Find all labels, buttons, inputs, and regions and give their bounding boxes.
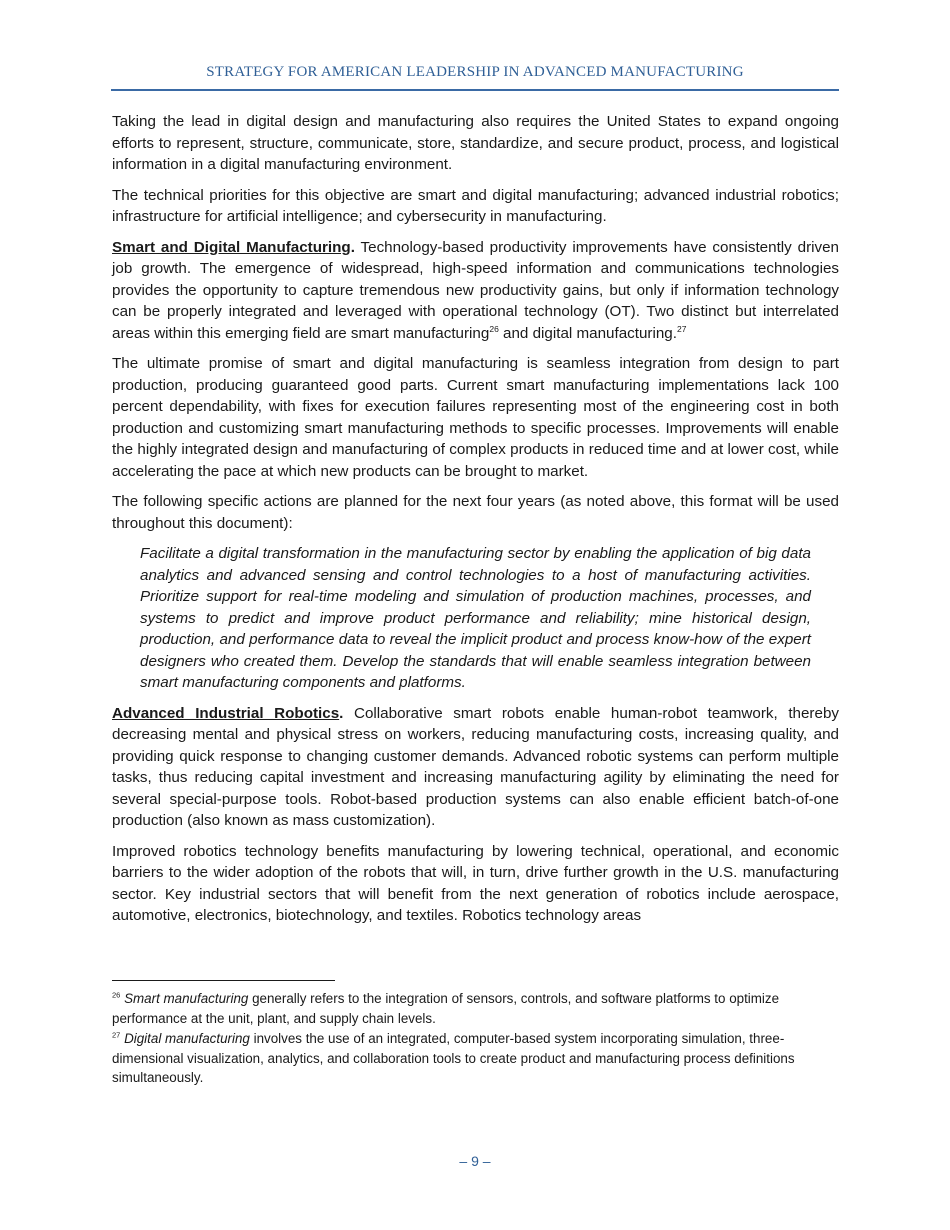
footnote-text: involves the use of an integrated, computer-based system incorporating simulation, three-dimensional visualization, analytics, and collaboration tools to create product and manufacturing process definitions simultaneously. <box>112 1031 795 1085</box>
footnote-text: generally refers to the integration of sensors, controls, and software platforms to optimize performance at the unit, plant, and supply chain levels. <box>112 991 780 1026</box>
paragraph-planned-actions: The following specific actions are planned for the next four years (as noted above, this format will be used throughout this document): <box>112 493 839 532</box>
running-header: STRATEGY FOR AMERICAN LEADERSHIP IN ADVANCED MANUFACTURING <box>206 64 744 80</box>
heading-period: . <box>339 704 344 722</box>
body-text <box>112 111 839 936</box>
heading-period: . <box>350 238 355 256</box>
paragraph-advanced-industrial-robotics <box>112 703 839 832</box>
footnote-term: Smart manufacturing <box>124 991 249 1006</box>
paragraph-digital-design: Taking the lead in digital design and manufacturing also requires the United States to expand ongoing efforts to represent, structure, communicate, store, standardize, and secure product, process, and logistical information in a digital manufacturing environment. <box>112 113 839 173</box>
header-divider <box>111 89 839 91</box>
section-heading-smart-digital-manufacturing: Smart and Digital Manufacturing <box>112 238 351 256</box>
paragraph-text: Technology-based productivity improvements have consistently driven job growth. The emergence of widespread, high-speed information and communications technologies provides the opportunity to capture tremendous new productivity gains, but only if information technology can be properly integrated and leveraged with operational technology (OT). Two distinct but interrelated areas within this emerging field are smart manufacturing <box>112 238 839 342</box>
footnote-26 <box>112 989 839 1028</box>
footnote-ref-27[interactable]: 27 <box>676 323 687 334</box>
footnote-term: Digital manufacturing <box>124 1031 250 1046</box>
footnote-ref-26[interactable]: 26 <box>489 323 499 334</box>
paragraph-text: Collaborative smart robots enable human-robot teamwork, thereby decreasing mental and physical stress on workers, reducing manufacturing costs, increasing quality, and providing quick response to changing customer demands. Advanced robotic systems can perform multiple tasks, thus reducing capital investment and increasing manufacturing agility by eliminating the need for several special-purpose tools. Robot-based production systems can also enable efficient batch-of-one production (also known as mass customization). <box>112 704 839 829</box>
section-heading-advanced-industrial-robotics: Advanced Industrial Robotics <box>112 704 340 722</box>
footnote-number: 27 <box>112 1030 121 1040</box>
paragraph-improved-robotics: Improved robotics technology benefits manufacturing by lowering technical, operational, and economic barriers to the wider adoption of the robots that will, in turn, drive further growth in the U.S. manufacturing sector. Key industrial sectors that will benefit from the next generation of robotics include aerospace, automotive, electronics, biotechnology, and textiles. Robotics technology areas <box>112 842 839 924</box>
footnote-divider <box>112 980 335 981</box>
action-statement: Facilitate a digital transformation in the manufacturing sector by enabling the application of big data analytics and advanced sensing and control technologies to a host of manufacturing activities. Prioritize support for real-time modeling and simulation of production machines, processes, and systems to predict and improve product performance and reliability; mine historical design, production, and performance data to reveal the implicit product and process know-how of the expert designers who created them. Develop the standards that will enable seamless integration between smart manufacturing components and platforms. <box>140 545 811 691</box>
paragraph-ultimate-promise: The ultimate promise of smart and digital manufacturing is seamless integration from design to part production, producing guaranteed good parts. Current smart manufacturing implementations lack 100 percent dependability, with fixes for execution failures representing most of the engineering cost in both production and customizing smart manufacturing methods to specific processes. Improvements will enable the highly integrated design and manufacturing of complex products in reduced time and at lower cost, while accelerating the pace at which new products can be brought to market. <box>112 355 839 480</box>
footnote-number: 26 <box>112 990 121 1000</box>
footnotes <box>112 989 839 1089</box>
footnote-27 <box>112 1029 839 1088</box>
paragraph-smart-digital-manufacturing <box>112 237 839 345</box>
paragraph-technical-priorities: The technical priorities for this objective are smart and digital manufacturing; advanced industrial robotics; infrastructure for artificial intelligence; and cybersecurity in manufacturing. <box>112 186 839 225</box>
paragraph-text: and digital manufacturing. <box>498 324 677 342</box>
page-number: – 9 – <box>459 1153 491 1169</box>
